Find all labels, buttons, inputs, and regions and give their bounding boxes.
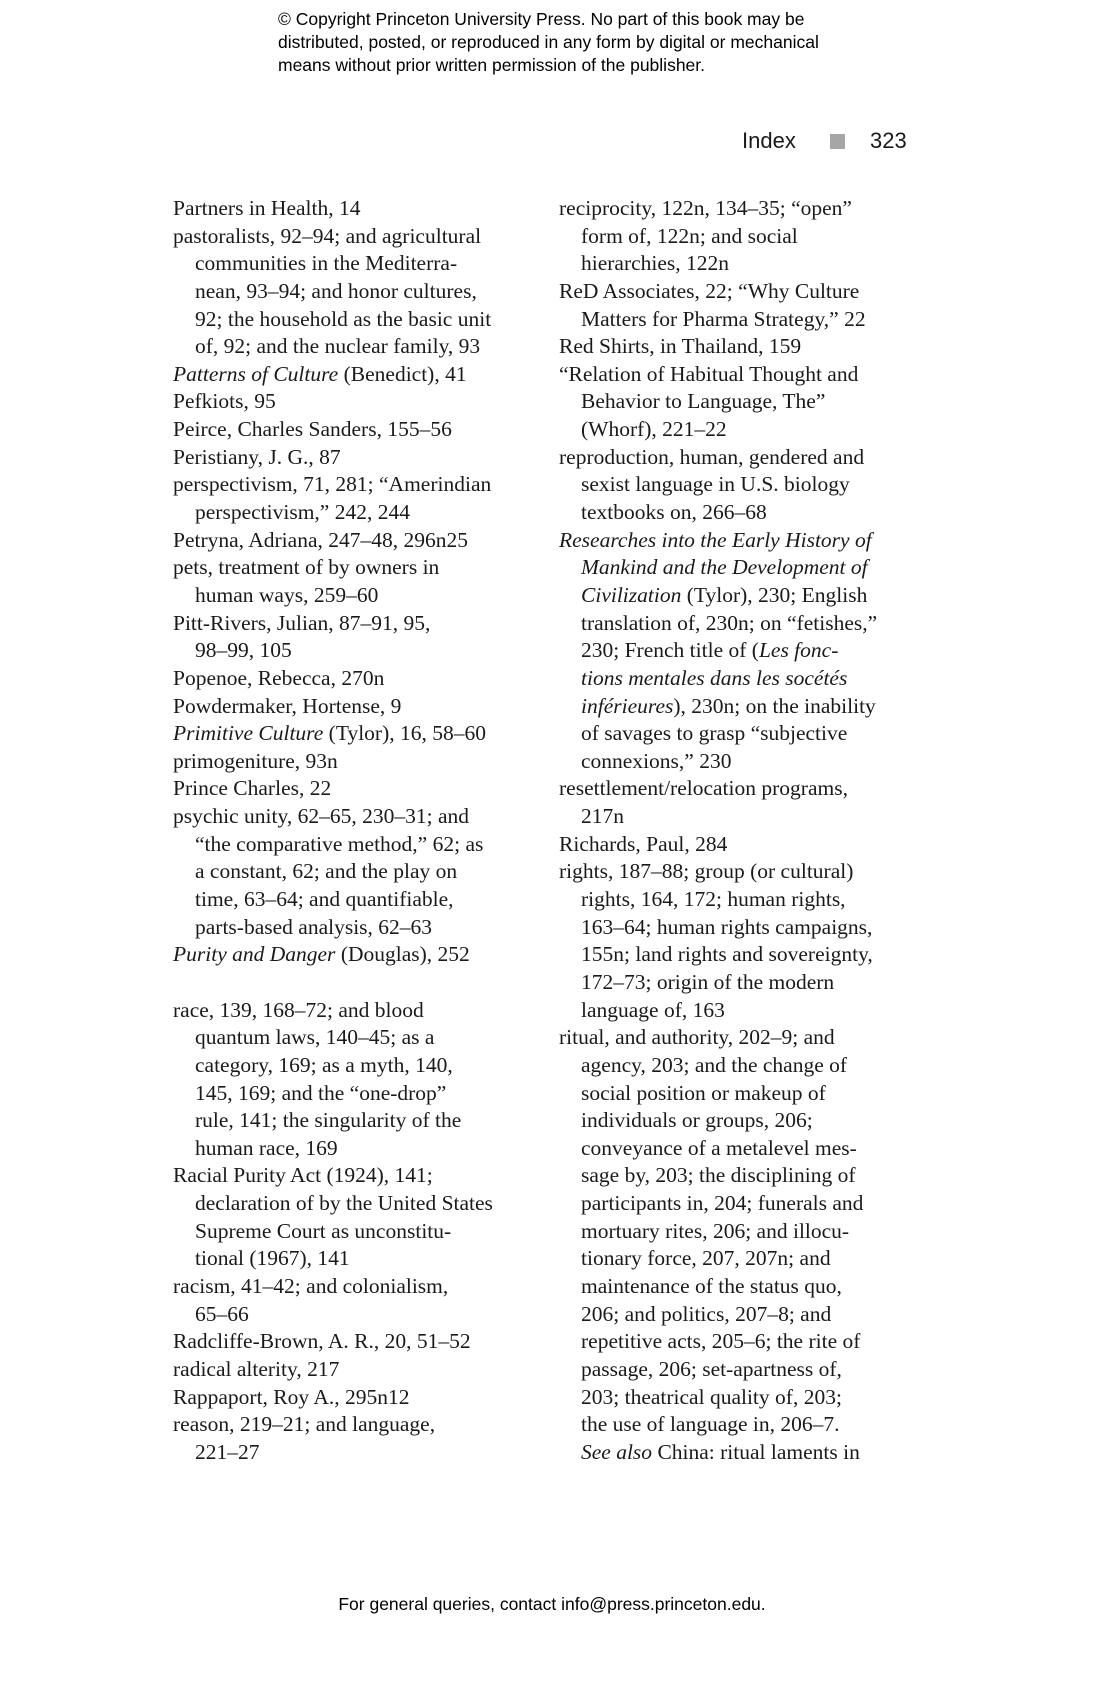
index-entry-continuation (559, 1439, 935, 1467)
entry-text: repetitive acts, 205–6; the rite of (581, 1329, 861, 1354)
index-entry (559, 278, 935, 306)
index-entry (559, 1024, 935, 1052)
entry-text: Pefkiots, 95 (173, 389, 276, 414)
entry-text: connexions,” 230 (581, 748, 732, 773)
index-entry (173, 444, 545, 472)
entry-text: quantum laws, 140–45; as a (195, 1025, 435, 1050)
entry-text: individuals or groups, 206; (581, 1108, 813, 1133)
index-entry-continuation (559, 941, 935, 969)
entry-text: Powdermaker, Hortense, 9 (173, 693, 402, 718)
index-entry (173, 1162, 545, 1190)
entry-text: ReD Associates, 22; “Why Culture (559, 278, 860, 303)
entry-text: rights, 164, 172; human rights, (581, 887, 846, 912)
entry-text: racism, 41–42; and colonialism, (173, 1273, 449, 1298)
entry-text: Peristiany, J. G., 87 (173, 444, 341, 469)
index-entry-continuation (559, 306, 935, 334)
entry-text: Matters for Pharma Strategy,” 22 (581, 306, 866, 331)
index-entry (559, 444, 935, 472)
entry-text: race, 139, 168–72; and blood (173, 997, 424, 1022)
index-entry-continuation (559, 416, 935, 444)
entry-text: communities in the Mediterra- (195, 251, 458, 276)
entry-text: 145, 169; and the “one-drop” (195, 1080, 447, 1105)
index-entry (173, 720, 545, 748)
entry-text: nean, 93–94; and honor cultures, (195, 278, 477, 303)
index-entry-continuation (559, 1356, 935, 1384)
index-entry-continuation (559, 1162, 935, 1190)
index-entry (559, 858, 935, 886)
italic-title-text: Mankind and the Development of (581, 555, 868, 580)
entry-text: 163–64; human rights campaigns, (581, 914, 873, 939)
index-entry-continuation (559, 637, 935, 665)
index-entry-continuation (559, 1218, 935, 1246)
entry-text: ), 230n; on the inability (673, 693, 876, 718)
italic-title-text: Purity and Danger (173, 942, 336, 967)
entry-text: conveyance of a metalevel mes- (581, 1135, 857, 1160)
index-entry (559, 527, 935, 555)
footer-contact: For general queries, contact info@press.princeton.edu. (338, 1594, 766, 1614)
entry-group-spacer (173, 969, 545, 997)
entry-text: pets, treatment of by owners in (173, 555, 440, 580)
entry-text: 206; and politics, 207–8; and (581, 1301, 832, 1326)
entry-text: 155n; land rights and sovereignty, (581, 942, 873, 967)
index-entry-continuation (559, 250, 935, 278)
running-head (700, 128, 915, 158)
entry-text: Prince Charles, 22 (173, 776, 332, 801)
index-entry-continuation (559, 665, 935, 693)
index-entry-continuation (559, 1135, 935, 1163)
index-entry-continuation (173, 886, 545, 914)
running-head-label: Index (742, 128, 796, 153)
index-entry (559, 333, 935, 361)
entry-text: 230; French title of ( (581, 638, 759, 663)
entry-text: reason, 219–21; and language, (173, 1412, 436, 1437)
square-ornament-icon (830, 134, 845, 149)
index-entry-continuation (559, 1411, 935, 1439)
entry-text: radical alterity, 217 (173, 1356, 340, 1381)
entry-text: reciprocity, 122n, 134–35; “open” (559, 196, 852, 220)
entry-text: translation of, 230n; on “fetishes,” (581, 610, 878, 635)
copyright-line: © Copyright Princeton University Press. No part of this book may be (278, 9, 805, 29)
index-entry (173, 1328, 545, 1356)
index-entry-continuation (173, 831, 545, 859)
entry-text: human race, 169 (195, 1135, 338, 1160)
index-entry-continuation (559, 748, 935, 776)
entry-text: China: ritual laments in (652, 1439, 860, 1464)
entry-text: mortuary rites, 206; and illocu- (581, 1218, 850, 1243)
entry-text: Richards, Paul, 284 (559, 831, 728, 856)
index-entry-continuation (559, 1384, 935, 1412)
index-entry-continuation (559, 914, 935, 942)
entry-text: Rappaport, Roy A., 295n12 (173, 1384, 410, 1409)
index-entry (173, 527, 545, 555)
entry-text: reproduction, human, gendered and (559, 444, 865, 469)
entry-text: of savages to grasp “subjective (581, 721, 848, 746)
italic-title-text: Civilization (581, 582, 682, 607)
index-entry (173, 416, 545, 444)
italic-title-text: tions mentales dans les socétés (581, 665, 848, 690)
entry-text: Behavior to Language, The” (581, 389, 826, 414)
entry-text: language of, 163 (581, 997, 725, 1022)
entry-text: (Whorf), 221–22 (581, 417, 727, 442)
index-entry-continuation (559, 1328, 935, 1356)
index-entry-continuation (559, 997, 935, 1025)
entry-text: a constant, 62; and the play on (195, 859, 458, 884)
index-entry-continuation (559, 1107, 935, 1135)
index-entry-continuation (559, 582, 935, 610)
index-entry-continuation (559, 554, 935, 582)
index-entry (173, 223, 545, 251)
entry-text: category, 169; as a myth, 140, (195, 1052, 453, 1077)
italic-title-text: inférieures (581, 693, 674, 718)
entry-text: parts-based analysis, 62–63 (195, 914, 433, 939)
entry-text: psychic unity, 62–65, 230–31; and (173, 804, 469, 829)
index-entry (173, 471, 545, 499)
entry-text: declaration of by the United States (195, 1191, 493, 1216)
copyright-line: means without prior written permission of the publisher. (278, 55, 706, 75)
italic-title-text: Primitive Culture (173, 721, 324, 746)
page-number: 323 (870, 128, 907, 153)
index-entry (173, 693, 545, 721)
entry-text: form of, 122n; and social (581, 223, 798, 248)
entry-text: “Relation of Habitual Thought and (559, 361, 859, 386)
entry-text: perspectivism,” 242, 244 (195, 500, 410, 525)
index-entry-continuation (559, 1052, 935, 1080)
entry-text: rule, 141; the singularity of the (195, 1108, 462, 1133)
index-entry-continuation (173, 914, 545, 942)
index-entry (173, 775, 545, 803)
index-entry (559, 195, 935, 223)
index-entry-continuation (559, 1080, 935, 1108)
index-entry (559, 361, 935, 389)
copyright-notice (278, 8, 918, 77)
entry-text: agency, 203; and the change of (581, 1052, 848, 1077)
entry-text: (Benedict), 41 (338, 361, 467, 386)
entry-text: Popenoe, Rebecca, 270n (173, 665, 385, 690)
index-entry-continuation (173, 1218, 545, 1246)
entry-text: primogeniture, 93n (173, 748, 338, 773)
entry-text: time, 63–64; and quantifiable, (195, 887, 454, 912)
index-column-left (173, 195, 545, 1466)
entry-text: of, 92; and the nuclear family, 93 (195, 334, 481, 359)
entry-text: the use of language in, 206–7. (581, 1412, 840, 1437)
entry-text: perspectivism, 71, 281; “Amerindian (173, 472, 492, 497)
index-entry-continuation (559, 886, 935, 914)
entry-text: (Tylor), 230; English (681, 582, 868, 607)
entry-text: tional (1967), 141 (195, 1246, 350, 1271)
entry-text: maintenance of the status quo, (581, 1273, 842, 1298)
index-entry-continuation (173, 1052, 545, 1080)
entry-text: Peirce, Charles Sanders, 155–56 (173, 417, 452, 442)
index-entry-continuation (559, 388, 935, 416)
index-entry (173, 554, 545, 582)
index-entry-continuation (173, 1245, 545, 1273)
index-entry-continuation (559, 1301, 935, 1329)
index-entry-continuation (559, 969, 935, 997)
index-entry (173, 361, 545, 389)
entry-text: sage by, 203; the disciplining of (581, 1163, 856, 1188)
index-entry-continuation (173, 1135, 545, 1163)
entry-text: social position or makeup of (581, 1080, 826, 1105)
italic-title-text: Researches into the Early History of (559, 527, 872, 552)
index-entry (173, 803, 545, 831)
entry-text: tionary force, 207, 207n; and (581, 1246, 831, 1271)
index-entry-continuation (173, 278, 545, 306)
index-entry (173, 1356, 545, 1384)
index-entry-continuation (173, 306, 545, 334)
index-column-right (559, 195, 935, 1466)
index-entry (173, 1411, 545, 1439)
entry-text: hierarchies, 122n (581, 251, 730, 276)
index-entry-continuation (173, 582, 545, 610)
entry-text: Partners in Health, 14 (173, 196, 361, 220)
index-entry (173, 665, 545, 693)
index-entry-continuation (559, 1190, 935, 1218)
index-entry-continuation (559, 499, 935, 527)
index-entry-continuation (559, 693, 935, 721)
entry-text: textbooks on, 266–68 (581, 500, 767, 525)
entry-text: 221–27 (195, 1439, 260, 1464)
index-entry (173, 1273, 545, 1301)
index-entry-continuation (173, 1080, 545, 1108)
index-entry-continuation (559, 720, 935, 748)
index-entry-continuation (559, 610, 935, 638)
entry-text: Racial Purity Act (1924), 141; (173, 1163, 433, 1188)
index-entry (173, 610, 545, 638)
entry-text: Pitt-Rivers, Julian, 87–91, 95, (173, 610, 431, 635)
entry-text: 217n (581, 804, 624, 829)
entry-text: pastoralists, 92–94; and agricultural (173, 223, 482, 248)
index-entry-continuation (173, 1439, 545, 1467)
index-entry (173, 941, 545, 969)
entry-text: participants in, 204; funerals and (581, 1191, 864, 1216)
italic-title-text: Patterns of Culture (173, 361, 339, 386)
index-entry-continuation (559, 1273, 935, 1301)
copyright-line: distributed, posted, or reproduced in any form by digital or mechanical (278, 32, 819, 52)
entry-text: Red Shirts, in Thailand, 159 (559, 334, 802, 359)
entry-text: “the comparative method,” 62; as (195, 831, 484, 856)
index-entry-continuation (173, 1190, 545, 1218)
entry-text: 65–66 (195, 1301, 249, 1326)
entry-text: 92; the household as the basic unit (195, 306, 492, 331)
index-entry-continuation (559, 223, 935, 251)
italic-title-text: See also (581, 1439, 653, 1464)
index-entry (173, 1384, 545, 1412)
index-entry-continuation (173, 499, 545, 527)
entry-text: Petryna, Adriana, 247–48, 296n25 (173, 527, 468, 552)
entry-text: human ways, 259–60 (195, 582, 379, 607)
index-entry-continuation (173, 333, 545, 361)
index-entry-continuation (173, 250, 545, 278)
entry-text: 203; theatrical quality of, 203; (581, 1384, 842, 1409)
index-entry-continuation (559, 803, 935, 831)
index-entry (173, 997, 545, 1025)
index-entry-continuation (559, 471, 935, 499)
index-entry (559, 775, 935, 803)
entry-text: sexist language in U.S. biology (581, 472, 850, 497)
entry-text: (Tylor), 16, 58–60 (323, 721, 486, 746)
entry-text: passage, 206; set-apartness of, (581, 1356, 842, 1381)
index-entry (173, 195, 545, 223)
index-entry (173, 388, 545, 416)
entry-text: ritual, and authority, 202–9; and (559, 1025, 835, 1050)
index-entry-continuation (173, 858, 545, 886)
entry-text: (Douglas), 252 (335, 942, 470, 967)
entry-text: rights, 187–88; group (or cultural) (559, 859, 854, 884)
index-entry-continuation (173, 1107, 545, 1135)
entry-text: 98–99, 105 (195, 638, 292, 663)
entry-text: resettlement/relocation programs, (559, 776, 848, 801)
entry-text: Radcliffe-Brown, A. R., 20, 51–52 (173, 1329, 471, 1354)
italic-title-text: Les fonc- (758, 638, 839, 663)
index-entry (559, 831, 935, 859)
index-entry-continuation (559, 1245, 935, 1273)
index-entry (173, 748, 545, 776)
entry-text: Supreme Court as unconstitu- (195, 1218, 452, 1243)
entry-text: 172–73; origin of the modern (581, 969, 835, 994)
index-entry-continuation (173, 1301, 545, 1329)
index-entry-continuation (173, 637, 545, 665)
index-entry-continuation (173, 1024, 545, 1052)
